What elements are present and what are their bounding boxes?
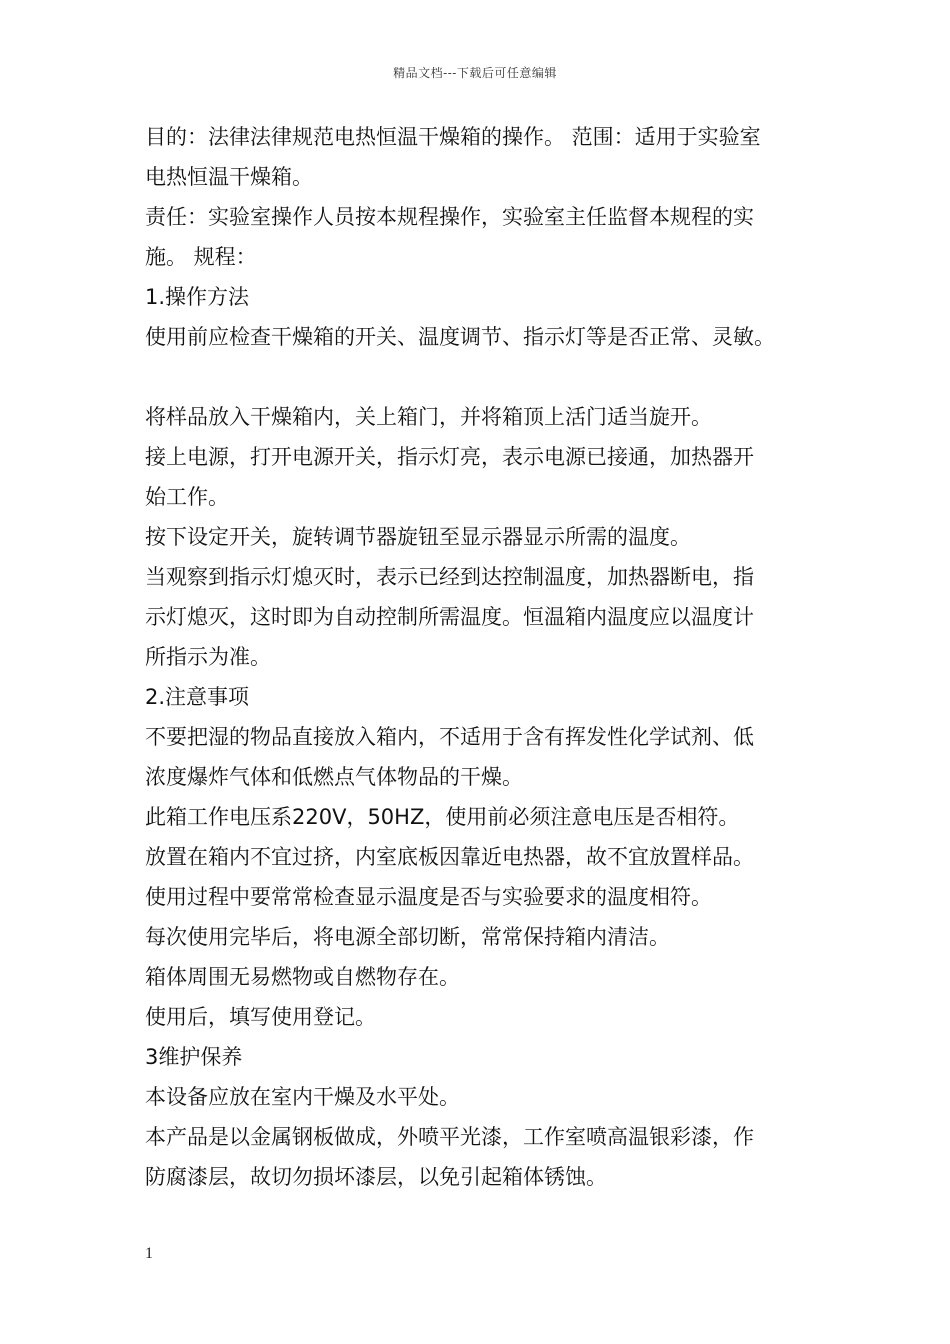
body-line: 按下设定开关，旋转调节器旋钮至显示器显示所需的温度。 xyxy=(145,525,691,549)
section-heading-precautions: 2.注意事项 xyxy=(145,685,250,709)
body-line: 本设备应放在室内干燥及水平处。 xyxy=(145,1085,460,1109)
body-line: 接上电源，打开电源开关，指示灯亮，表示电源已接通，加热器开 xyxy=(145,445,754,469)
body-line: 将样品放入干燥箱内，关上箱门，并将箱顶上活门适当旋开。 xyxy=(145,405,712,429)
body-line: 防腐漆层，故切勿损坏漆层，以免引起箱体锈蚀。 xyxy=(145,1165,607,1189)
body-line: 使用过程中要常常检查显示温度是否与实验要求的温度相符。 xyxy=(145,885,712,909)
body-line: 使用前应检查干燥箱的开关、温度调节、指示灯等是否正常、灵敏。 xyxy=(145,325,775,349)
body-line: 示灯熄灭，这时即为自动控制所需温度。恒温箱内温度应以温度计 xyxy=(145,605,754,629)
body-line: 责任：实验室操作人员按本规程操作，实验室主任监督本规程的实 xyxy=(145,205,754,229)
body-line: 使用后，填写使用登记。 xyxy=(145,1005,376,1029)
document-body xyxy=(145,117,825,1197)
section-heading-operation: 1.操作方法 xyxy=(145,285,250,309)
page-number: 1 xyxy=(145,1245,153,1262)
body-line: 目的：法律法律规范电热恒温干燥箱的操作。 范围：适用于实验室 xyxy=(145,125,761,149)
body-line: 电热恒温干燥箱。 xyxy=(145,165,313,189)
body-line: 当观察到指示灯熄灭时，表示已经到达控制温度，加热器断电，指 xyxy=(145,565,754,589)
blank-line xyxy=(145,357,825,397)
body-line: 施。 规程： xyxy=(145,245,257,269)
body-line: 不要把湿的物品直接放入箱内，不适用于含有挥发性化学试剂、低 xyxy=(145,725,754,749)
body-line: 放置在箱内不宜过挤，内室底板因靠近电热器，故不宜放置样品。 xyxy=(145,845,754,869)
page-header: 精品文档---下载后可任意编辑 xyxy=(393,66,557,80)
body-line: 浓度爆炸气体和低燃点气体物品的干燥。 xyxy=(145,765,523,789)
body-line: 此箱工作电压系220V，50HZ，使用前必须注意电压是否相符。 xyxy=(145,805,740,829)
body-line: 每次使用完毕后，将电源全部切断，常常保持箱内清洁。 xyxy=(145,925,670,949)
body-line: 箱体周围无易燃物或自燃物存在。 xyxy=(145,965,460,989)
body-line: 所指示为准。 xyxy=(145,645,271,669)
body-line: 始工作。 xyxy=(145,485,229,509)
section-heading-maintenance: 3维护保养 xyxy=(145,1045,243,1069)
body-line: 本产品是以金属钢板做成，外喷平光漆，工作室喷高温银彩漆，作 xyxy=(145,1125,754,1149)
